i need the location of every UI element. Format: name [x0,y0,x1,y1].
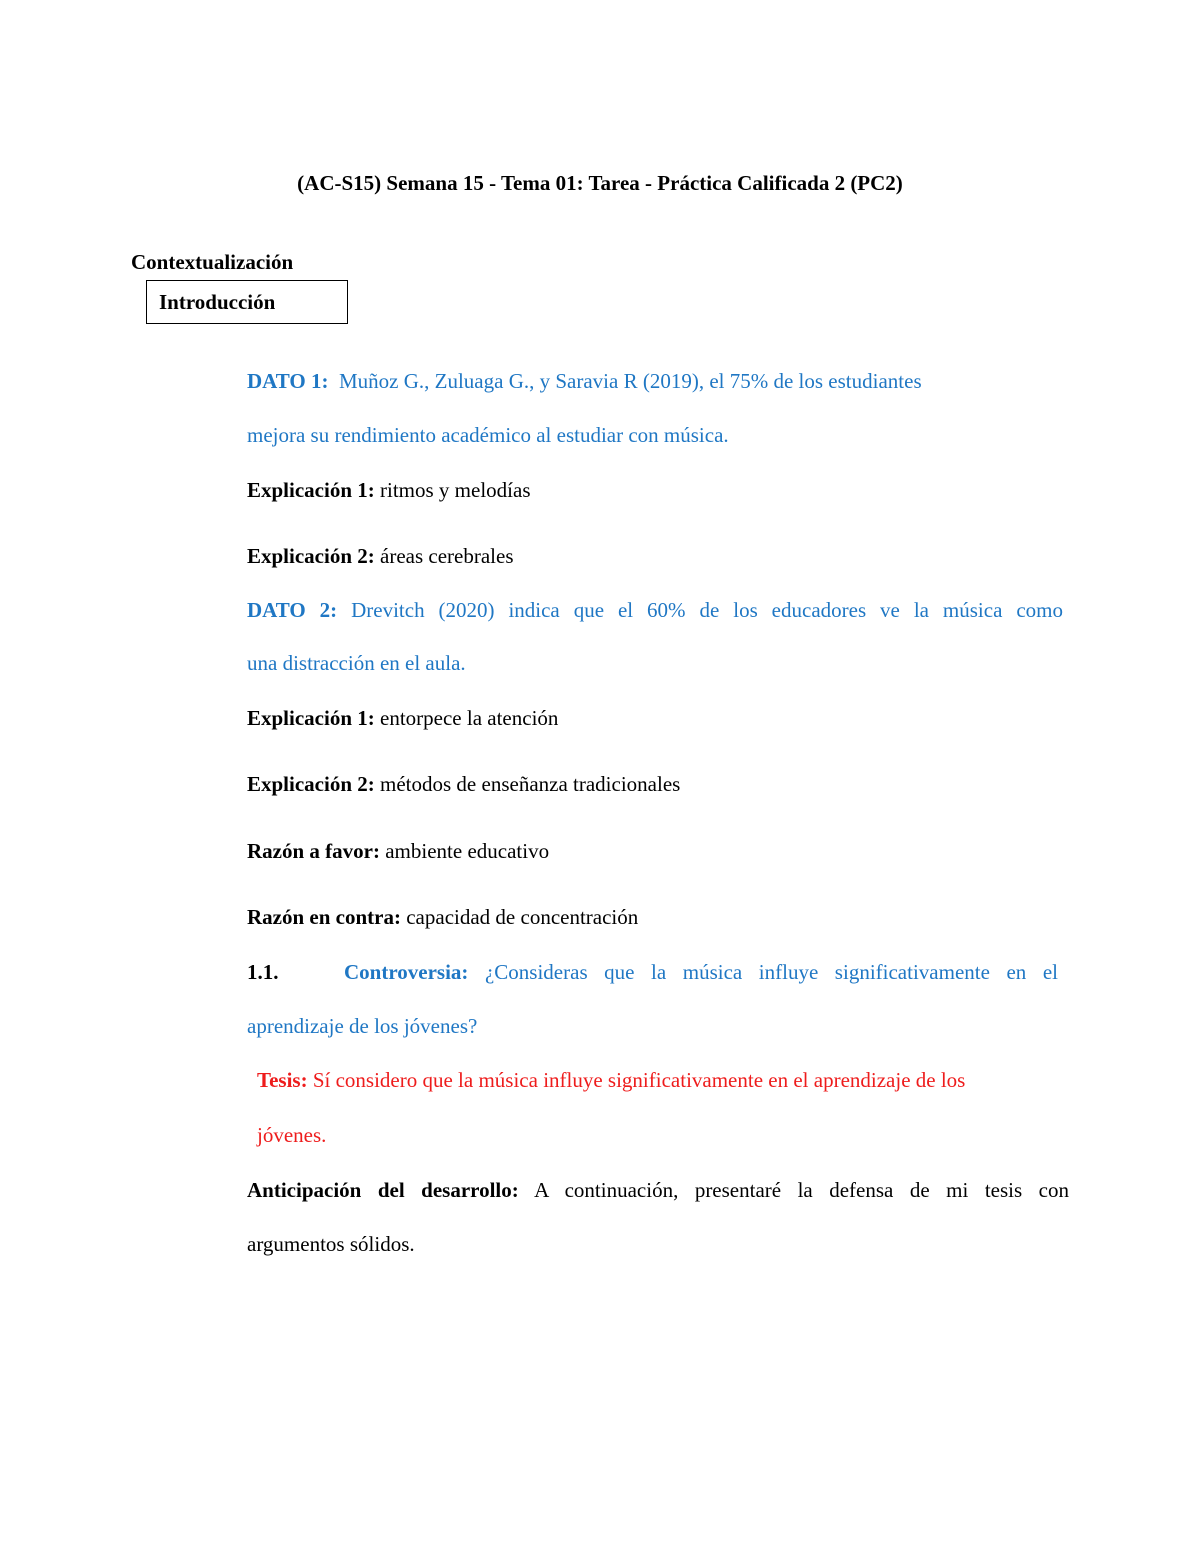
controversia-text-line1: ¿Consideras que la música influye significativamente en el [468,960,1058,984]
anticipacion-line1 [247,1177,1069,1203]
dato1-line1 [247,368,922,394]
anticipacion-text-line2: argumentos sólidos. [247,1232,415,1256]
tesis-label: Tesis: [257,1068,308,1092]
dato2-explicacion2-text: métodos de enseñanza tradicionales [374,772,681,796]
razon-en-contra-label: Razón en contra: [247,905,401,929]
intro-box-label: Introducción [159,290,276,314]
razon-a-favor-label: Razón a favor: [247,839,380,863]
controversia-label: Controversia: [344,960,469,984]
dato1-text-line2: mejora su rendimiento académico al estudiar con música. [247,423,729,447]
anticipacion-label: Anticipación del desarrollo: [247,1178,519,1202]
controversia-line1 [247,959,1058,985]
dato1-explicacion1-label: Explicación 1: [247,478,375,502]
document-title: (AC-S15) Semana 15 - Tema 01: Tarea - Práctica Calificada 2 (PC2) [297,171,903,195]
section-heading: Contextualización [131,250,294,274]
controversia-text-line2: aprendizaje de los jóvenes? [247,1014,478,1038]
razon-a-favor [247,838,549,864]
razon-a-favor-text: ambiente educativo [379,839,550,863]
tesis-line1 [257,1067,965,1093]
dato1-explicacion2-label: Explicación 2: [247,544,375,568]
dato1-explicacion2-text: áreas cerebrales [374,544,514,568]
dato2-text-line1: Drevitch (2020) indica que el 60% de los educadores ve la música como [337,598,1063,622]
dato1-explicacion2 [247,543,514,569]
dato2-explicacion2 [247,771,680,797]
intro-box [146,280,348,324]
dato1-explicacion1 [247,477,531,503]
dato1-explicacion1-text: ritmos y melodías [374,478,531,502]
tesis-text-line1: Sí considero que la música influye significativamente en el aprendizaje de los [307,1068,966,1092]
dato2-explicacion2-label: Explicación 2: [247,772,375,796]
dato2-explicacion1-text: entorpece la atención [374,706,559,730]
dato1-label: DATO 1: [247,369,329,393]
dato1-text-line1: Muñoz G., Zuluaga G., y Saravia R (2019), el 75% de los estudiantes [338,369,922,393]
anticipacion-text-line1: A continuación, presentaré la defensa de mi tesis con [518,1178,1069,1202]
razon-en-contra-text: capacidad de concentración [400,905,639,929]
dato2-text-line2: una distracción en el aula. [247,651,466,675]
dato2-label: DATO 2: [247,598,338,622]
dato2-explicacion1-label: Explicación 1: [247,706,375,730]
razon-en-contra [247,904,638,930]
controversia-number: 1.1. [247,960,279,984]
dato2-explicacion1 [247,705,558,731]
tesis-text-line2: jóvenes. [257,1123,327,1147]
dato2-line1 [247,597,1063,623]
